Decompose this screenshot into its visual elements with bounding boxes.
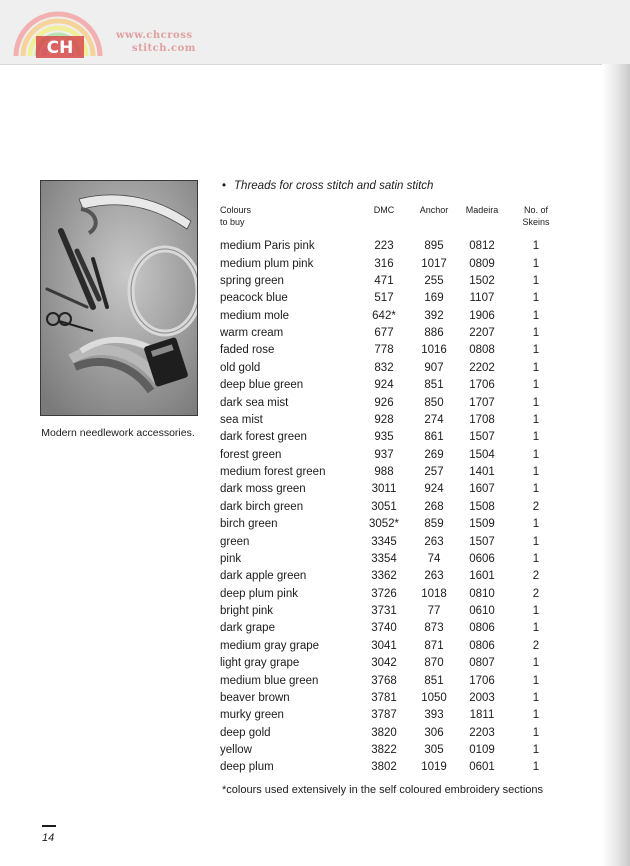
footnote: *colours used extensively in the self coloured embroidery sections <box>222 784 543 796</box>
cell-name: dark birch green <box>220 500 304 513</box>
cell-dmc: 517 <box>374 292 394 305</box>
cell-anchor: 851 <box>424 379 444 392</box>
cell-anchor: 1019 <box>421 761 447 774</box>
cell-madeira: 1906 <box>469 309 495 322</box>
cell-anchor: 74 <box>427 552 441 565</box>
accessories-photo <box>40 180 198 416</box>
cell-name: spring green <box>220 274 284 287</box>
table-row <box>220 725 566 742</box>
thread-table <box>220 204 566 777</box>
cell-name: light gray grape <box>220 657 300 670</box>
cell-name: medium blue green <box>220 674 319 687</box>
table-row <box>220 655 566 672</box>
photo-caption: Modern needlework accessories. <box>41 427 195 439</box>
table-row <box>220 759 566 776</box>
cell-anchor: 263 <box>424 535 444 548</box>
cell-skeins: 1 <box>532 466 540 479</box>
cell-name: deep blue green <box>220 379 304 392</box>
cell-anchor: 393 <box>424 709 444 722</box>
cell-name: forest green <box>220 448 282 461</box>
cell-name: medium forest green <box>220 466 326 479</box>
cell-madeira: 1706 <box>469 379 495 392</box>
cell-anchor: 1016 <box>421 344 447 357</box>
cell-skeins: 1 <box>532 552 540 565</box>
cell-madeira: 0808 <box>469 344 495 357</box>
table-row <box>220 238 566 255</box>
cell-madeira: 1706 <box>469 674 495 687</box>
cell-dmc: 3822 <box>371 744 397 757</box>
cell-dmc: 924 <box>374 379 394 392</box>
cell-madeira: 2202 <box>469 361 495 374</box>
cell-dmc: 3802 <box>371 761 397 774</box>
bullet-icon: • <box>222 180 227 192</box>
cell-name: birch green <box>220 518 278 531</box>
cell-madeira: 2207 <box>469 327 495 340</box>
cell-madeira: 0606 <box>469 552 495 565</box>
page-edge-shadow <box>602 64 630 866</box>
cell-skeins: 1 <box>532 483 540 496</box>
needlework-accessories-illustration <box>41 181 197 415</box>
cell-name: deep plum pink <box>220 587 298 600</box>
cell-skeins: 1 <box>532 761 540 774</box>
table-header-row <box>220 204 566 238</box>
cell-skeins: 2 <box>532 587 540 600</box>
cell-anchor: 1018 <box>421 587 447 600</box>
cell-skeins: 1 <box>532 361 540 374</box>
section-heading-text: Threads for cross stitch and satin stitch <box>234 180 434 192</box>
table-row <box>220 638 566 655</box>
cell-anchor: 870 <box>424 657 444 670</box>
cell-skeins: 1 <box>532 396 540 409</box>
cell-name: dark sea mist <box>220 396 289 409</box>
table-row <box>220 447 566 464</box>
cell-name: dark apple green <box>220 570 307 583</box>
table-row <box>220 742 566 759</box>
table-row <box>220 690 566 707</box>
cell-skeins: 2 <box>532 570 540 583</box>
svg-text:CH: CH <box>46 38 74 58</box>
header-skeins: No. of Skeins <box>522 205 550 227</box>
cell-anchor: 255 <box>424 274 444 287</box>
table-row <box>220 533 566 550</box>
cell-skeins: 1 <box>532 292 540 305</box>
cell-madeira: 0806 <box>469 622 495 635</box>
cell-anchor: 907 <box>424 361 444 374</box>
cell-dmc: 223 <box>374 240 394 253</box>
cell-skeins: 1 <box>532 413 540 426</box>
cell-dmc: 3042 <box>371 657 397 670</box>
cell-name: deep gold <box>220 726 271 739</box>
cell-dmc: 471 <box>374 274 394 287</box>
cell-skeins: 1 <box>532 518 540 531</box>
cell-madeira: 1708 <box>469 413 495 426</box>
table-row <box>220 308 566 325</box>
cell-madeira: 1107 <box>469 292 495 305</box>
cell-name: beaver brown <box>220 691 290 704</box>
cell-name: dark grape <box>220 622 275 635</box>
page-number-rule <box>42 825 56 827</box>
cell-dmc: 937 <box>374 448 394 461</box>
table-row <box>220 360 566 377</box>
cell-name: deep plum <box>220 761 274 774</box>
cell-madeira: 1707 <box>469 396 495 409</box>
watermark-url-line1: www.chcross <box>116 30 193 41</box>
table-row <box>220 586 566 603</box>
cell-madeira: 1509 <box>469 518 495 531</box>
cell-name: medium gray grape <box>220 639 320 652</box>
cell-dmc: 3011 <box>371 483 397 496</box>
table-row <box>220 377 566 394</box>
table-row <box>220 481 566 498</box>
cell-anchor: 859 <box>424 518 444 531</box>
cell-dmc: 3052* <box>368 518 400 531</box>
cell-anchor: 305 <box>424 744 444 757</box>
cell-name: pink <box>220 552 242 565</box>
cell-anchor: 263 <box>424 570 444 583</box>
cell-skeins: 1 <box>532 448 540 461</box>
cell-name: green <box>220 535 250 548</box>
cell-madeira: 2203 <box>469 726 495 739</box>
cell-dmc: 3362 <box>371 570 397 583</box>
cell-anchor: 871 <box>424 639 444 652</box>
cell-dmc: 677 <box>374 327 394 340</box>
cell-skeins: 1 <box>532 674 540 687</box>
cell-dmc: 3787 <box>371 709 397 722</box>
cell-dmc: 3768 <box>371 674 397 687</box>
cell-madeira: 0610 <box>469 605 495 618</box>
cell-anchor: 1017 <box>421 257 447 270</box>
table-row <box>220 516 566 533</box>
cell-anchor: 77 <box>427 605 441 618</box>
section-heading <box>222 180 433 192</box>
cell-skeins: 1 <box>532 744 540 757</box>
cell-madeira: 1601 <box>469 570 495 583</box>
header-anchor: Anchor <box>419 205 449 215</box>
cell-madeira: 1507 <box>469 431 495 444</box>
cell-anchor: 851 <box>424 674 444 687</box>
cell-skeins: 1 <box>532 257 540 270</box>
cell-dmc: 926 <box>374 396 394 409</box>
cell-name: dark moss green <box>220 483 306 496</box>
cell-anchor: 850 <box>424 396 444 409</box>
cell-anchor: 873 <box>424 622 444 635</box>
table-row <box>220 672 566 689</box>
watermark-url-line2: stitch.com <box>132 43 196 54</box>
cell-madeira: 1507 <box>469 535 495 548</box>
cell-madeira: 1502 <box>469 274 495 287</box>
cell-anchor: 886 <box>424 327 444 340</box>
cell-skeins: 1 <box>532 344 540 357</box>
cell-madeira: 0810 <box>469 587 495 600</box>
cell-skeins: 1 <box>532 726 540 739</box>
table-row <box>220 342 566 359</box>
cell-anchor: 895 <box>424 240 444 253</box>
cell-skeins: 1 <box>532 274 540 287</box>
cell-skeins: 1 <box>532 309 540 322</box>
cell-skeins: 1 <box>532 657 540 670</box>
table-row <box>220 568 566 585</box>
cell-anchor: 257 <box>424 466 444 479</box>
cell-anchor: 268 <box>424 500 444 513</box>
cell-madeira: 0812 <box>469 240 495 253</box>
cell-name: murky green <box>220 709 284 722</box>
table-row <box>220 551 566 568</box>
cell-madeira: 1504 <box>469 448 495 461</box>
cell-skeins: 1 <box>532 535 540 548</box>
table-row <box>220 620 566 637</box>
page-number: 14 <box>42 832 55 844</box>
cell-name: bright pink <box>220 605 274 618</box>
cell-madeira: 1508 <box>469 500 495 513</box>
cell-madeira: 0807 <box>469 657 495 670</box>
cell-skeins: 1 <box>532 431 540 444</box>
cell-dmc: 778 <box>374 344 394 357</box>
cell-skeins: 1 <box>532 605 540 618</box>
table-row <box>220 603 566 620</box>
cell-dmc: 3345 <box>371 535 397 548</box>
cell-name: warm cream <box>220 327 284 340</box>
cell-skeins: 2 <box>532 639 540 652</box>
cell-dmc: 3731 <box>371 605 397 618</box>
cell-name: yellow <box>220 744 252 757</box>
cell-name: medium plum pink <box>220 257 314 270</box>
cell-madeira: 1401 <box>469 466 495 479</box>
cell-skeins: 1 <box>532 691 540 704</box>
table-row <box>220 429 566 446</box>
table-row <box>220 707 566 724</box>
table-row <box>220 273 566 290</box>
cell-dmc: 935 <box>374 431 394 444</box>
table-row <box>220 325 566 342</box>
cell-dmc: 316 <box>374 257 394 270</box>
cell-name: old gold <box>220 361 261 374</box>
cell-skeins: 2 <box>532 500 540 513</box>
header-madeira: Madeira <box>465 205 499 215</box>
cell-name: faded rose <box>220 344 275 357</box>
cell-skeins: 1 <box>532 622 540 635</box>
cell-dmc: 642* <box>372 309 396 322</box>
cell-dmc: 3740 <box>371 622 397 635</box>
cell-anchor: 924 <box>424 483 444 496</box>
cell-dmc: 832 <box>374 361 394 374</box>
cell-dmc: 928 <box>374 413 394 426</box>
cell-madeira: 1607 <box>469 483 495 496</box>
table-row <box>220 290 566 307</box>
cell-madeira: 2003 <box>469 691 495 704</box>
watermark-logo <box>8 6 208 60</box>
cell-anchor: 861 <box>424 431 444 444</box>
cell-dmc: 3781 <box>371 691 397 704</box>
cell-dmc: 3354 <box>371 552 397 565</box>
cell-dmc: 988 <box>374 466 394 479</box>
cell-dmc: 3820 <box>371 726 397 739</box>
table-row <box>220 499 566 516</box>
cell-anchor: 274 <box>424 413 444 426</box>
table-row <box>220 412 566 429</box>
cell-anchor: 1050 <box>421 691 447 704</box>
cell-name: medium Paris pink <box>220 240 315 253</box>
table-row <box>220 464 566 481</box>
cell-skeins: 1 <box>532 327 540 340</box>
header-dmc: DMC <box>373 205 395 215</box>
cell-dmc: 3726 <box>371 587 397 600</box>
table-row <box>220 394 566 411</box>
cell-name: medium mole <box>220 309 290 322</box>
cell-name: peacock blue <box>220 292 288 305</box>
cell-anchor: 169 <box>424 292 444 305</box>
cell-skeins: 1 <box>532 379 540 392</box>
cell-dmc: 3051 <box>371 500 397 513</box>
cell-madeira: 0809 <box>469 257 495 270</box>
header-colours: Colours to buy <box>220 205 252 227</box>
cell-anchor: 269 <box>424 448 444 461</box>
cell-anchor: 392 <box>424 309 444 322</box>
cell-madeira: 1811 <box>469 709 495 722</box>
cell-madeira: 0601 <box>469 761 495 774</box>
cell-name: dark forest green <box>220 431 307 444</box>
cell-dmc: 3041 <box>371 639 397 652</box>
cell-madeira: 0806 <box>469 639 495 652</box>
cell-anchor: 306 <box>424 726 444 739</box>
table-row <box>220 255 566 272</box>
cell-name: sea mist <box>220 413 263 426</box>
cell-madeira: 0109 <box>469 744 495 757</box>
cell-skeins: 1 <box>532 240 540 253</box>
cell-skeins: 1 <box>532 709 540 722</box>
